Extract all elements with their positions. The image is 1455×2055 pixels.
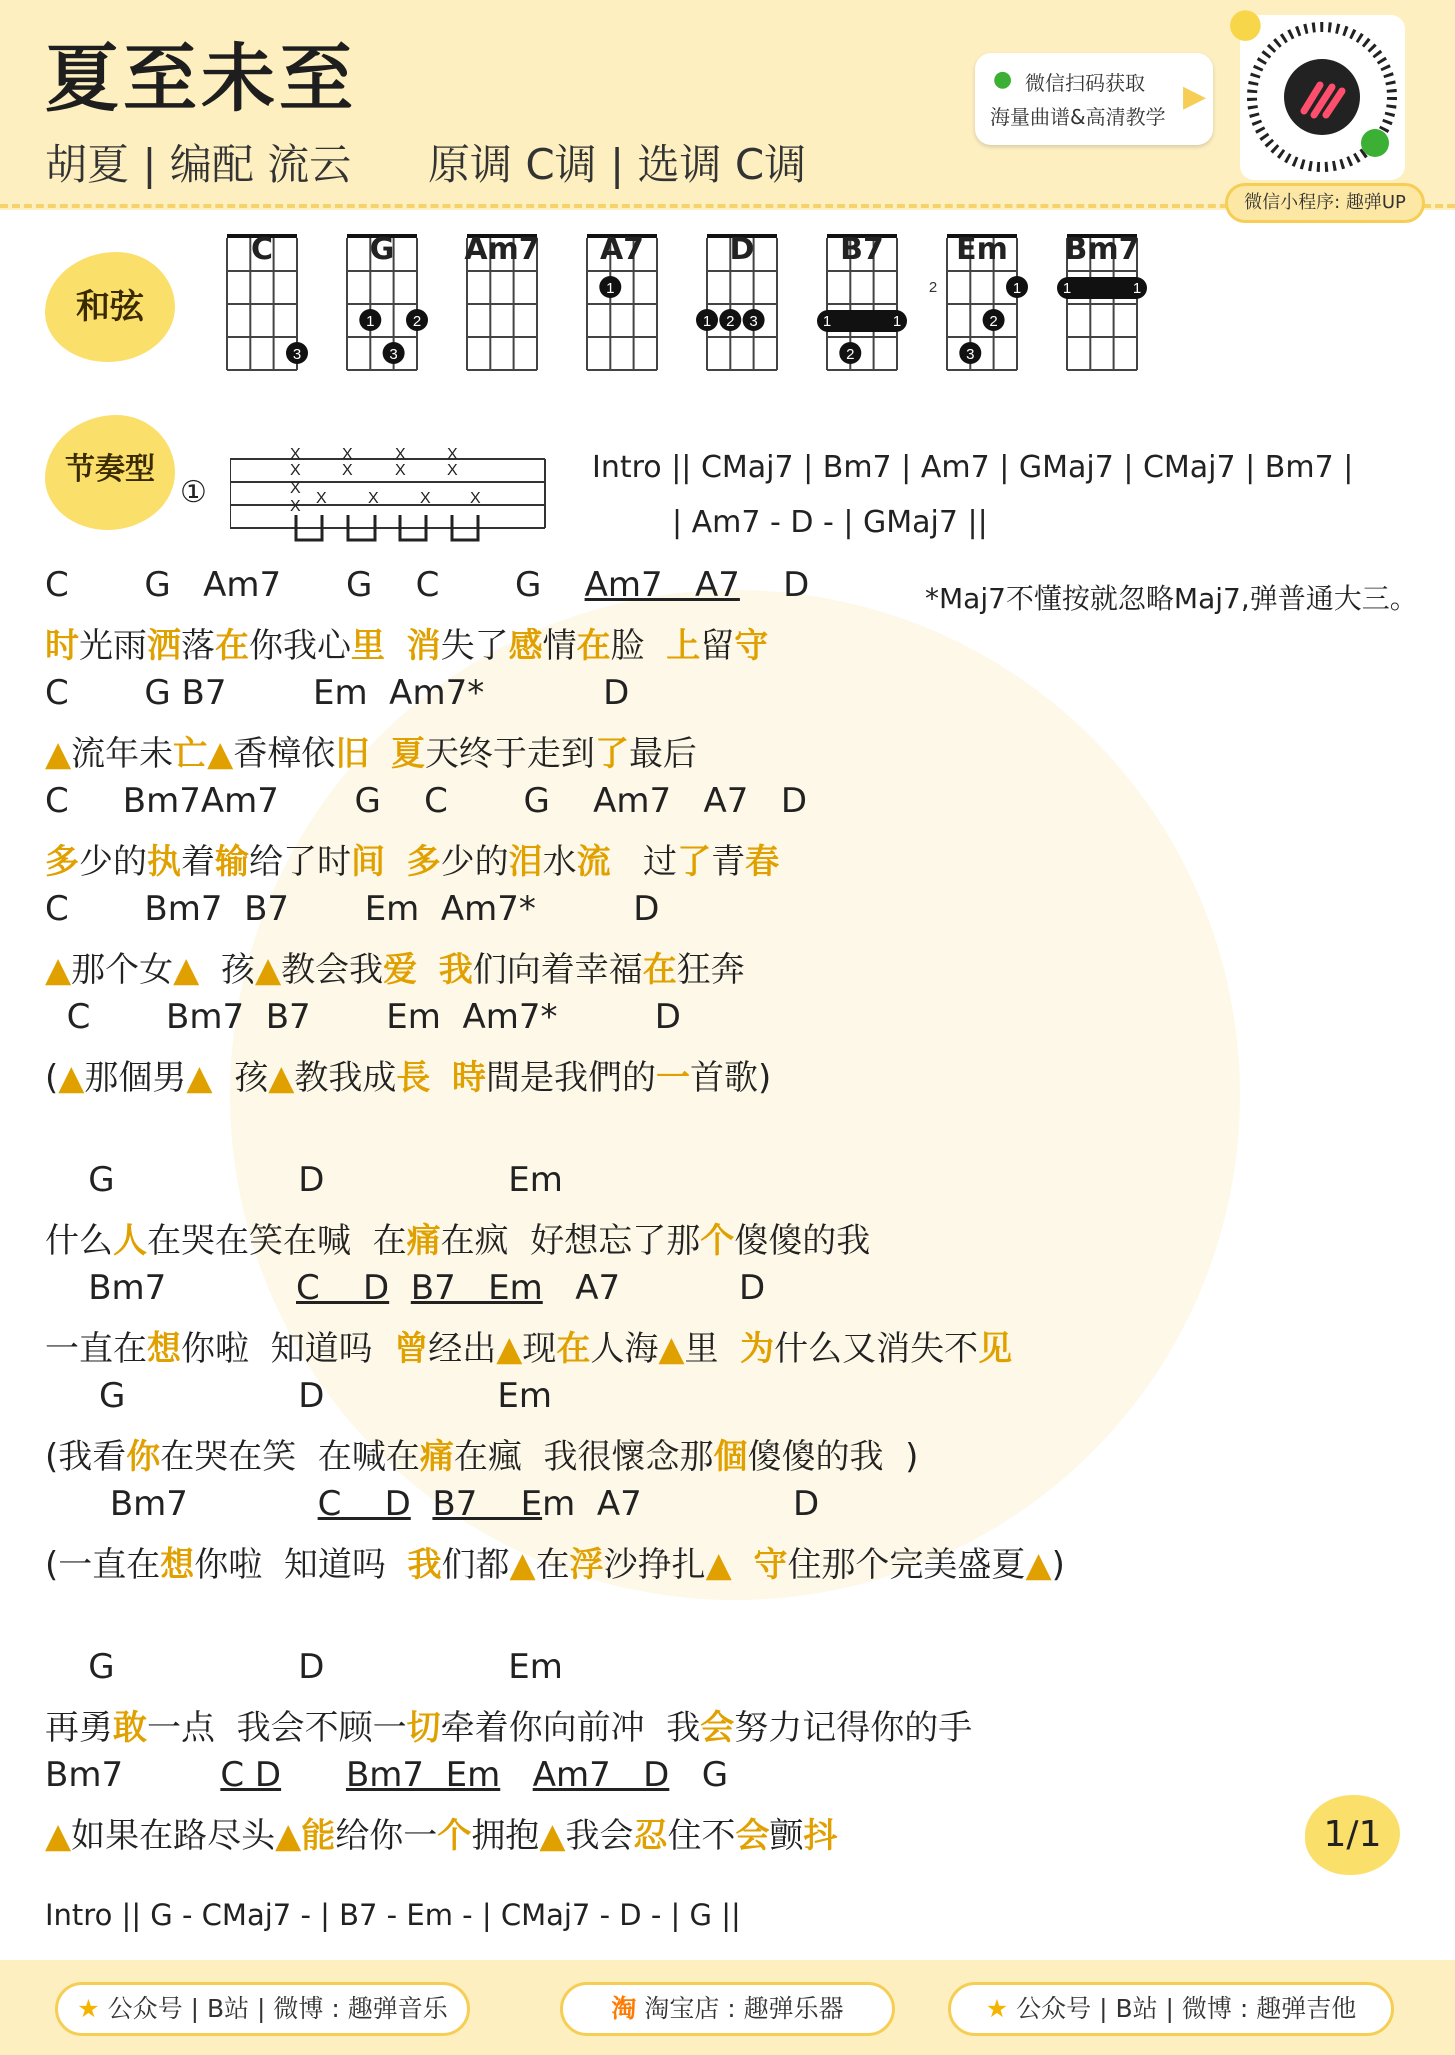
chord-name-c: C <box>250 232 274 267</box>
svg-text:X: X <box>420 490 431 507</box>
mini-program-badge: 微信小程序: 趣弹UP <box>1225 183 1425 223</box>
maj7-note: *Maj7不懂按就忽略Maj7,弹普通大三。 <box>925 582 1418 615</box>
promo-line-1: 微信扫码获取 <box>1025 71 1145 95</box>
svg-text:X: X <box>447 446 458 463</box>
svg-text:2: 2 <box>928 279 938 296</box>
sun-icon: ● <box>1228 0 1263 46</box>
lyric-line: (一直在想你啦 知道吗 我们都▲在浮沙挣扎▲ 守住那个完美盛夏▲) <box>45 1545 1065 1585</box>
footer-right-text: 公众号 | B站 | 微博 : 趣弹吉他 <box>1016 1994 1357 2023</box>
svg-text:X: X <box>316 490 327 507</box>
chord-line: G D Em <box>45 1376 553 1416</box>
intro-top-line1: Intro || CMaj7 | Bm7 | Am7 | GMaj7 | CMaj7 | Bm7 | <box>592 450 1354 485</box>
svg-text:3: 3 <box>292 346 302 363</box>
svg-text:X: X <box>395 446 406 463</box>
svg-text:2: 2 <box>726 313 735 330</box>
rhythm-number: ① <box>180 475 207 510</box>
chord-line: Bm7 C D B7 Em A7 D <box>45 1268 766 1308</box>
svg-text:X: X <box>368 490 379 507</box>
qr-code[interactable] <box>1240 15 1405 180</box>
chord-name-am7: Am7 <box>464 232 540 267</box>
svg-text:1: 1 <box>1012 280 1022 297</box>
promo-box[interactable] <box>975 53 1213 145</box>
svg-text:1: 1 <box>366 313 375 330</box>
footer-center-text: 淘宝店 : 趣弹乐器 <box>644 1994 844 2023</box>
chord-line: Bm7 C D Bm7 Em Am7 D G <box>45 1755 729 1795</box>
chord-line: G D Em <box>45 1647 563 1687</box>
star-icon: ★ <box>985 1994 1009 2023</box>
chords-label: 和弦 <box>45 252 175 362</box>
svg-text:X: X <box>395 462 406 479</box>
rhythm-label: 节奏型 <box>45 415 175 530</box>
taobao-icon: 淘 <box>611 1994 637 2023</box>
svg-text:X: X <box>342 446 353 463</box>
svg-text:2: 2 <box>846 346 855 363</box>
promo-line-2: 海量曲谱&高清教学 <box>990 105 1166 129</box>
lyric-line: 再勇敢一点 我会不顾一切牵着你向前冲 我会努力记得你的手 <box>45 1708 973 1748</box>
chord-name-d: D <box>729 232 755 267</box>
chord-name-g: G <box>369 232 395 267</box>
svg-text:1: 1 <box>1132 280 1142 297</box>
svg-text:1: 1 <box>822 313 832 330</box>
svg-text:X: X <box>290 498 301 515</box>
lyric-line: ▲流年未亡▲香樟依旧 夏天终于走到了最后 <box>45 734 697 774</box>
svg-text:3: 3 <box>749 313 758 330</box>
svg-text:3: 3 <box>966 346 975 363</box>
chord-name-a7: A7 <box>599 232 645 267</box>
svg-text:1: 1 <box>702 313 712 330</box>
lyric-line: (我看你在哭在笑 在喊在痛在瘋 我很懷念那個傻傻的我 ) <box>45 1437 919 1477</box>
lyric-line: 什么人在哭在笑在喊 在痛在疯 好想忘了那个傻傻的我 <box>45 1221 871 1261</box>
svg-text:X: X <box>290 446 301 463</box>
chord-line: C G Am7 G C G Am7 A7 D <box>45 565 810 605</box>
lyric-line: 时光雨洒落在你我心里 消失了感情在脸 上留守 <box>45 626 769 666</box>
footer-link-shop[interactable] <box>560 1982 895 2036</box>
chord-line: C Bm7 B7 Em Am7* D <box>45 997 681 1037</box>
chord-name-b7: B7 <box>840 232 884 267</box>
chord-line: C Bm7 B7 Em Am7* D <box>45 889 660 929</box>
lyric-line: ▲那个女▲ 孩▲教会我爱 我们向着幸福在狂奔 <box>45 950 745 990</box>
star-icon: ★ <box>77 1994 100 2023</box>
svg-text:X: X <box>447 462 458 479</box>
svg-text:1: 1 <box>892 313 902 330</box>
lyric-line: 多少的执着输给了时间 多少的泪水流 过了青春 <box>45 842 780 882</box>
play-arrow-icon: ▶ <box>1183 79 1207 114</box>
chord-name-em: Em <box>956 232 1008 267</box>
svg-text:X: X <box>342 462 353 479</box>
svg-text:2: 2 <box>989 313 998 330</box>
svg-text:X: X <box>470 490 481 507</box>
svg-text:2: 2 <box>412 313 422 330</box>
chord-line: Bm7 C D B7 Em A7 D <box>45 1484 820 1524</box>
chord-line: C G B7 Em Am7* D <box>45 673 630 713</box>
footer-left-text: 公众号 | B站 | 微博 : 趣弹音乐 <box>107 1994 448 2023</box>
svg-text:3: 3 <box>389 346 398 363</box>
qr-code-graphic <box>1240 15 1405 180</box>
chord-line: G D Em <box>45 1160 563 1200</box>
svg-text:1: 1 <box>1062 280 1072 297</box>
rhythm-staff <box>230 445 550 545</box>
svg-text:X: X <box>290 480 301 497</box>
page-number-badge: 1/1 <box>1305 1795 1400 1875</box>
footer-link-guitar[interactable] <box>948 1982 1394 2036</box>
song-title: 夏至未至 <box>45 36 357 122</box>
svg-text:X: X <box>290 462 301 479</box>
chord-line: C Bm7Am7 G C G Am7 A7 D <box>45 781 807 821</box>
intro-bottom: Intro || G - CMaj7 - | B7 - Em - | CMaj7 - D - | G || <box>45 1898 741 1932</box>
chord-name-bm7: Bm7 <box>1064 232 1140 267</box>
lyric-line: ▲如果在路尽头▲能给你一个拥抱▲我会忍住不会颤抖 <box>45 1816 838 1856</box>
wechat-icon: ● <box>993 67 1013 92</box>
intro-top-line2: | Am7 - D - | GMaj7 || <box>672 505 988 540</box>
svg-text:1: 1 <box>606 280 615 297</box>
footer-link-music[interactable] <box>55 1982 470 2036</box>
lyric-line: 一直在想你啦 知道吗 曾经出▲现在人海▲里 为什么又消失不见 <box>45 1329 1013 1369</box>
lyric-line: (▲那個男▲ 孩▲教我成長 時間是我們的一首歌) <box>45 1058 772 1098</box>
key-line: 原调 C调 | 选调 C调 <box>428 140 807 189</box>
artist-line: 胡夏 | 编配 流云 <box>45 140 352 189</box>
